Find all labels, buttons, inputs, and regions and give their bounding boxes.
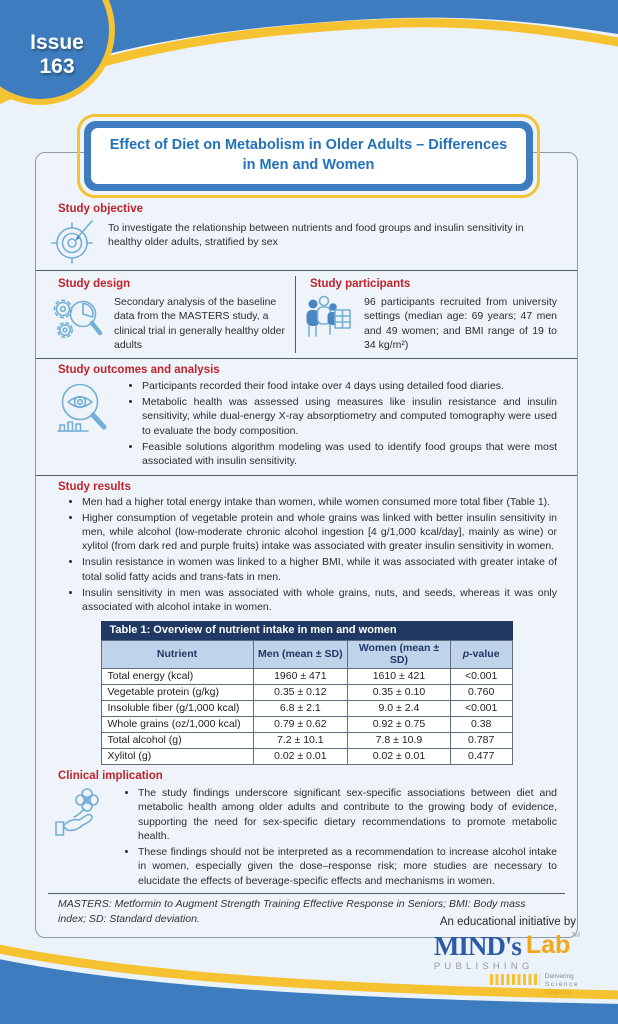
- list-item: • Metabolic health was assessed using measures like insulin resistance and insulin sensitivity, while dual-energy X-ray absorptiometry and computed tomography were used to evaluate the body composition.: [142, 395, 557, 438]
- list-item: • Men had a higher total energy intake than women, while women consumed more total fiber (Table 1).: [82, 495, 557, 509]
- results-bullets: [56, 495, 557, 615]
- list-item: • Participants recorded their food intake over 4 days using detailed food diaries.: [142, 379, 557, 393]
- outcomes-section: [50, 378, 557, 470]
- list-item: • Higher consumption of vegetable protein and whole grains was linked with better insulin sensitivity in men, while alcohol (low-moderate chronic alcohol ingestion [4 g/1,000 kcal/day], mainly as wine) or xylitol (from dark red and purple fruits) intake was associated with greater insulin sensitivity in women.: [82, 511, 557, 554]
- design-column: [56, 276, 296, 353]
- column-header-nutrient: Nutrient: [101, 641, 253, 669]
- list-item: • Feasible solutions algorithm modeling was used to identify food groups that were most associated with insulin sensitivity.: [142, 440, 557, 469]
- eye-magnifier-icon: [50, 378, 114, 438]
- list-item: • The study findings underscore significant sex-specific associations between diet and metabolic health among older adults and contribute to the growing body of evidence, supporting the need for sex-specific dietary recommendations to promote metabolic health.: [138, 786, 557, 844]
- gears-magnifier-icon: [50, 292, 104, 348]
- title-box: [77, 114, 540, 198]
- target-arrow-icon: [50, 217, 98, 265]
- people-group-icon: [302, 292, 354, 342]
- objective-text: To investigate the relationship between nutrients and food groups and insulin sensitivity in healthy older adults, stratified by sex: [108, 222, 524, 249]
- abbreviations-footnote: MASTERS: Metformin to Augment Strength Training Effective Response in Seniors; BMI: Body mass index; SD: Standard deviation.: [58, 898, 526, 926]
- table-row: Total energy (kcal) 1960 ± 471 1610 ± 421 <0.001: [101, 669, 512, 685]
- nutrient-intake-table: [101, 621, 513, 765]
- issue-label: Issue: [30, 31, 84, 54]
- divider: [36, 270, 577, 271]
- implication-section: [50, 784, 557, 889]
- hand-flower-icon: [50, 784, 110, 846]
- section-heading-design: Study design: [58, 278, 131, 290]
- section-heading-participants: Study participants: [310, 278, 411, 290]
- table-row: Vegetable protein (g/kg) 0.35 ± 0.12 0.35 ± 0.10 0.760: [101, 685, 512, 701]
- page-title: Effect of Diet on Metabolism in Older Adults – Differences in Men and Women: [91, 128, 526, 184]
- table-row: Whole grains (oz/1,000 kcal) 0.79 ± 0.62 0.92 ± 0.75 0.38: [101, 717, 512, 733]
- initiative-text: An educational initiative by: [439, 916, 576, 928]
- logo-lab-text: Lab: [525, 931, 571, 959]
- logo-mind-text: MIND's: [433, 931, 521, 961]
- logo-publishing-text: PUBLISHING: [433, 961, 534, 972]
- divider: [36, 358, 577, 359]
- table-header-row: [101, 641, 512, 669]
- section-heading-objective: Study objective: [58, 203, 143, 215]
- section-heading-implication: Clinical implication: [58, 770, 163, 783]
- column-header-men: Men (mean ± SD): [253, 641, 348, 669]
- design-participants-row: [56, 276, 557, 353]
- list-item: • Insulin resistance in women was linked to a higher BMI, while it was associated with greater intake of total solid fatty acids and trans-fats in men.: [82, 555, 557, 584]
- logo-stripes-icon: [490, 974, 540, 985]
- implication-bullets: [120, 784, 557, 889]
- objective-section: [50, 217, 557, 265]
- divider: [36, 475, 577, 476]
- participants-column: [296, 276, 557, 353]
- table-row: Total alcohol (g) 7.2 ± 10.1 7.8 ± 10.9 0.787: [101, 733, 512, 749]
- table-title: Table 1: Overview of nutrient intake in men and women: [101, 621, 513, 640]
- list-item: • These findings should not be interpreted as a recommendation to increase alcohol intake in women, especially given the dose–response risk; more studies are necessary to elucidate the effects of beverage-specific effects and mechanisms in women.: [138, 845, 557, 888]
- logo-tagline: Delivering Science Diligently: [544, 973, 580, 996]
- outcomes-bullets: [124, 378, 557, 470]
- section-heading-outcomes: Study outcomes and analysis: [58, 363, 220, 376]
- column-header-women: Women (mean ± SD): [348, 641, 451, 669]
- column-header-pvalue: p-value: [450, 641, 512, 669]
- publisher-logo: [434, 933, 580, 996]
- section-heading-results: Study results: [58, 480, 131, 493]
- participants-text: 96 participants recruited from university settings (median age: 69 years; 47 men and 49 women; and BMI range of 19 to 34 kg/m²): [364, 296, 557, 352]
- issue-number: 163: [39, 55, 75, 79]
- table-row: Insoluble fiber (g/1,000 kcal) 6.8 ± 2.1 9.0 ± 2.4 <0.001: [101, 701, 512, 717]
- list-item: • Insulin sensitivity in men was associated with whole grains, nuts, and seeds, whereas it was only associated with alcohol intake in women.: [82, 586, 557, 615]
- design-text: Secondary analysis of the baseline data from the MASTERS study, a clinical trial in generally healthy older adults: [114, 296, 286, 352]
- logo-trademark: TM: [571, 933, 580, 939]
- divider: [48, 893, 565, 894]
- table-row: Xylitol (g) 0.02 ± 0.01 0.02 ± 0.01 0.477: [101, 749, 512, 765]
- content-card: [35, 152, 578, 938]
